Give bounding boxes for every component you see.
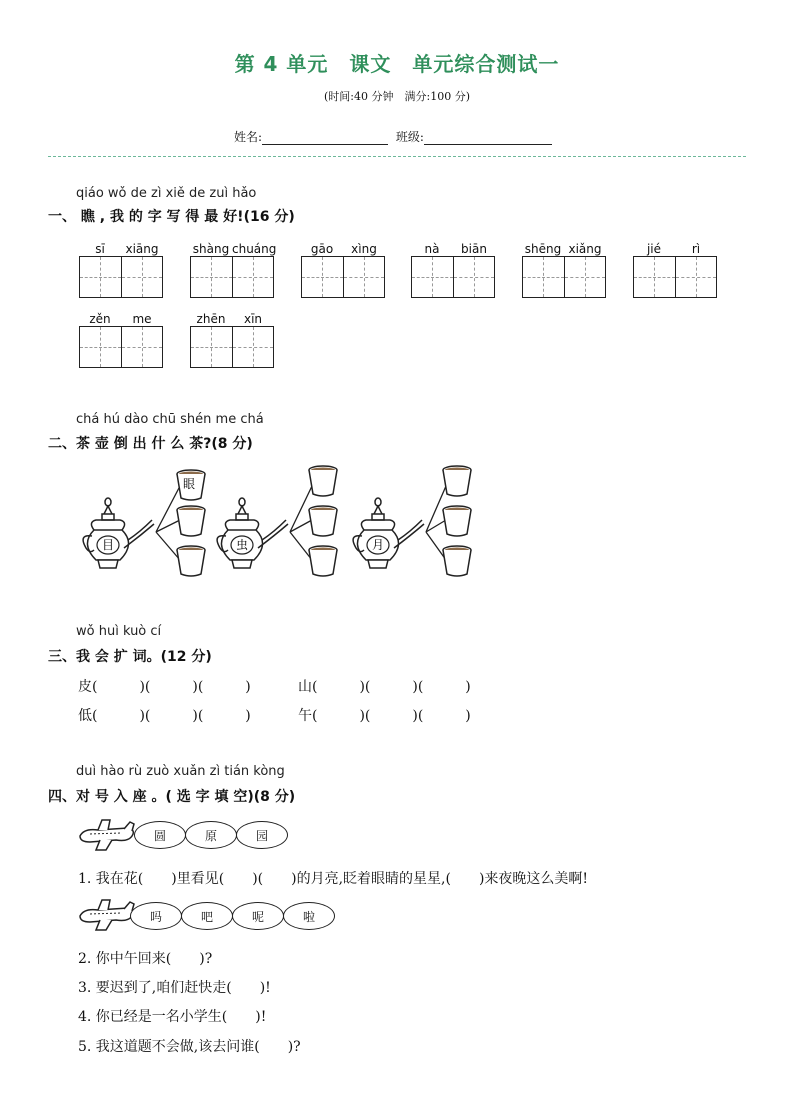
pinyin-label — [301, 238, 385, 257]
sentence-1: 1. 我在花( )里看见( )( )的月亮,眨着眼睛的星星,( )来夜晚这么美啊! — [78, 871, 589, 887]
sentence-5: 5. 我这道题不会做,该去问谁( )? — [78, 1039, 301, 1055]
page-title: 第 4 单元 课文 单元综合测试一 — [234, 52, 560, 76]
pinyin-syllable: rì — [691, 242, 701, 256]
writing-grid[interactable] — [301, 256, 385, 298]
grid-cell[interactable] — [121, 327, 163, 367]
word-expand-row[interactable]: 低( )( )( ) — [78, 708, 251, 724]
sentence-3: 3. 要迟到了,咱们赶快走( )! — [78, 980, 271, 996]
section1-heading: 一、 瞧 , 我 的 字 写 得 最 好!(16 分) — [48, 209, 295, 225]
section2-pinyin: chá hú dào chū shén me chá — [76, 412, 264, 427]
grid-cell[interactable] — [121, 257, 163, 297]
teapot-3 — [353, 466, 471, 576]
cup — [443, 506, 471, 536]
section3-pinyin: wǒ huì kuò cí — [76, 624, 162, 639]
cup — [309, 546, 337, 576]
grid-cell[interactable] — [412, 257, 453, 297]
teapot-char: 月 — [372, 538, 385, 552]
pinyin-syllable: biān — [461, 242, 487, 256]
pinyin-syllable: xīn — [243, 312, 263, 326]
pinyin-syllable: shēng — [524, 242, 562, 256]
teapot-diagram — [80, 460, 500, 582]
sentence-4: 4. 你已经是一名小学生( )! — [78, 1009, 267, 1025]
pinyin-syllable: jié — [646, 242, 662, 256]
grid-cell[interactable] — [453, 257, 495, 297]
teapot-2 — [217, 466, 337, 576]
grid-cell[interactable] — [523, 257, 564, 297]
pinyin-syllable: xiǎng — [568, 242, 602, 256]
option-oval[interactable]: 吗 — [130, 902, 182, 930]
section3-heading: 三、我 会 扩 词。(12 分) — [48, 649, 212, 665]
writing-grid[interactable] — [79, 326, 163, 368]
writing-grid[interactable] — [79, 256, 163, 298]
class-label: 班级: — [395, 130, 424, 144]
pinyin-syllable: chuáng — [232, 242, 277, 256]
option-oval[interactable]: 园 — [236, 821, 288, 849]
grid-cell[interactable] — [191, 327, 232, 367]
grid-cell[interactable] — [675, 257, 717, 297]
pinyin-label — [411, 238, 495, 257]
grid-cell[interactable] — [232, 257, 274, 297]
grid-cell[interactable] — [80, 257, 121, 297]
grid-cell[interactable] — [634, 257, 675, 297]
word-expand-row[interactable]: 皮( )( )( ) — [78, 679, 251, 695]
pinyin-label — [522, 238, 606, 257]
section2-heading: 二、茶 壶 倒 出 什 么 茶?(8 分) — [48, 436, 253, 452]
section4-heading: 四、对 号 入 座 。( 选 字 填 空)(8 分) — [48, 789, 296, 805]
grid-cell[interactable] — [302, 257, 343, 297]
pinyin-syllable: zhēn — [196, 312, 226, 326]
option-oval[interactable]: 吧 — [181, 902, 233, 930]
grid-cell[interactable] — [80, 327, 121, 367]
word-expand-row[interactable]: 山( )( )( ) — [298, 679, 471, 695]
airplane-icon — [76, 818, 136, 852]
pinyin-syllable: nà — [424, 242, 440, 256]
class-field[interactable] — [424, 130, 552, 145]
writing-grid[interactable] — [522, 256, 606, 298]
pinyin-label — [79, 308, 163, 327]
cup-char: 眼 — [183, 477, 196, 491]
grid-cell[interactable] — [191, 257, 232, 297]
grid-cell[interactable] — [232, 327, 274, 367]
pinyin-syllable: shàng — [192, 242, 230, 256]
option-oval[interactable]: 圆 — [134, 821, 186, 849]
writing-grid[interactable] — [190, 326, 274, 368]
sentence-2: 2. 你中午回来( )? — [78, 951, 213, 967]
pinyin-syllable: sī — [95, 242, 105, 256]
cup — [177, 546, 205, 576]
section4-pinyin: duì hào rù zuò xuǎn zì tián kòng — [76, 764, 285, 779]
option-oval[interactable]: 原 — [185, 821, 237, 849]
cup — [443, 546, 471, 576]
cup — [309, 466, 337, 496]
writing-grid[interactable] — [633, 256, 717, 298]
word-expand-row[interactable]: 午( )( )( ) — [298, 708, 471, 724]
name-label: 姓名: — [234, 130, 263, 144]
grid-cell[interactable] — [564, 257, 606, 297]
divider — [48, 156, 746, 157]
option-oval[interactable]: 呢 — [232, 902, 284, 930]
writing-grid[interactable] — [411, 256, 495, 298]
teapot-char: 虫 — [236, 538, 249, 552]
pinyin-label — [190, 238, 277, 257]
pinyin-syllable: xìng — [351, 242, 377, 256]
teapot-char: 目 — [102, 538, 115, 552]
pinyin-label — [79, 238, 163, 257]
section1-pinyin: qiáo wǒ de zì xiě de zuì hǎo — [76, 186, 257, 201]
pinyin-syllable: gāo — [310, 242, 334, 256]
writing-grid[interactable] — [190, 256, 274, 298]
exam-info: (时间:40 分钟 满分:100 分) — [324, 90, 470, 103]
grid-cell[interactable] — [343, 257, 385, 297]
cup — [443, 466, 471, 496]
airplane-icon — [76, 898, 136, 932]
option-oval[interactable]: 啦 — [283, 902, 335, 930]
pinyin-syllable: me — [132, 312, 152, 326]
pinyin-label — [633, 238, 717, 257]
cup — [309, 506, 337, 536]
pinyin-syllable: xiāng — [125, 242, 159, 256]
student-info-bar — [234, 128, 552, 145]
pinyin-label — [190, 308, 274, 327]
pinyin-syllable: zěn — [89, 312, 111, 326]
cup — [177, 506, 205, 536]
name-field[interactable] — [262, 130, 388, 145]
